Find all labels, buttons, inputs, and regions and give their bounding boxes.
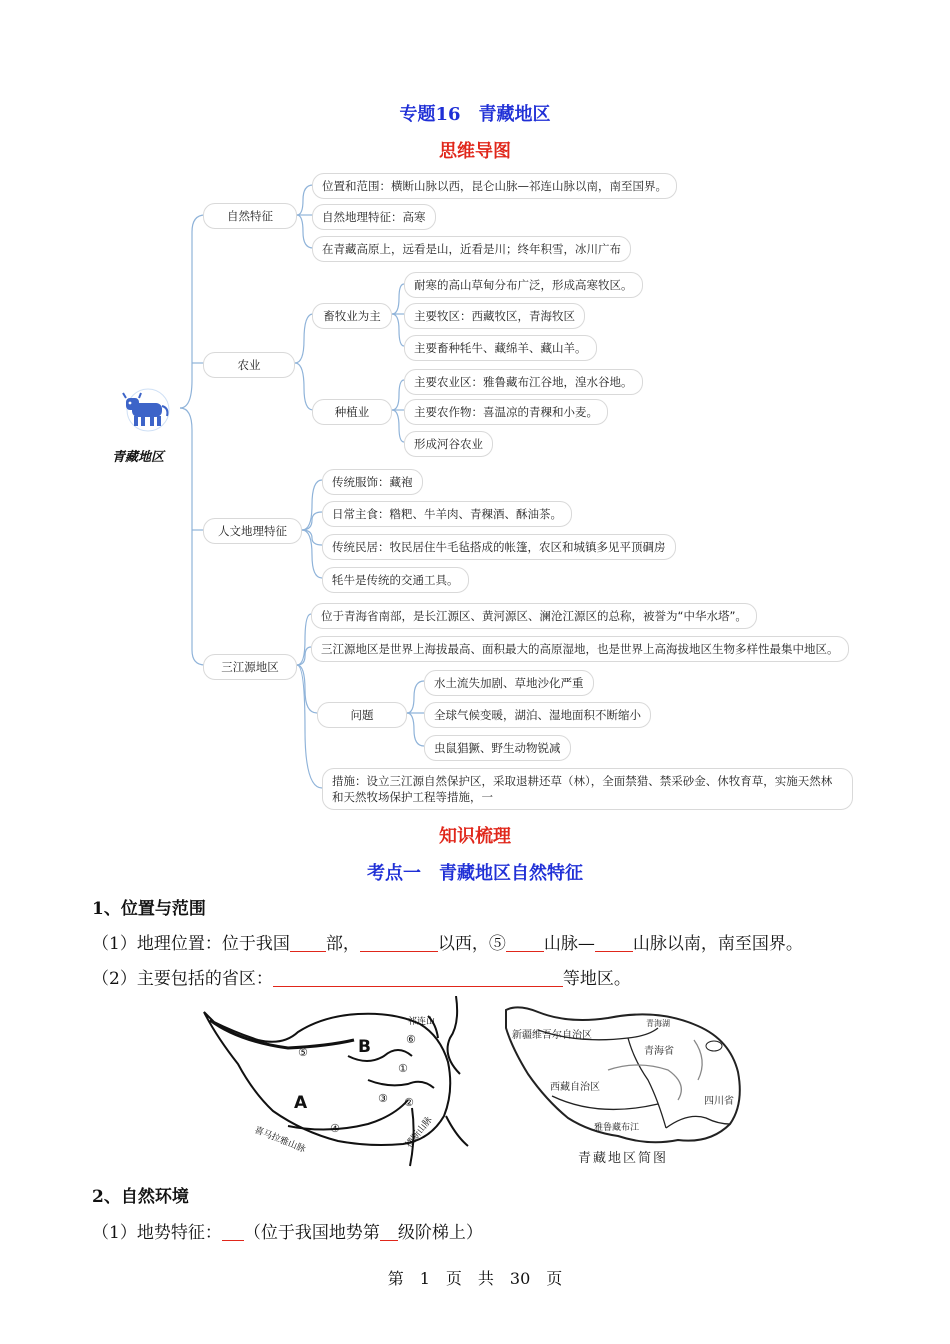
map-num: ⑤ bbox=[298, 1046, 308, 1059]
s1-line2 bbox=[92, 964, 631, 989]
map-num: ③ bbox=[378, 1092, 388, 1105]
s1-line1 bbox=[92, 929, 803, 954]
yak-icon bbox=[120, 388, 176, 432]
node-natural-item: 在青藏高原上，远看是山，近看是川；终年积雪，冰川广布 bbox=[312, 236, 631, 262]
point-title: 考点一 青藏地区自然特征 bbox=[367, 863, 583, 884]
node-sjy-item: 位于青海省南部，是长江源区、黄河源区、澜沧江源区的总称，被誉为“中华水塔”。 bbox=[311, 603, 757, 629]
blank bbox=[273, 968, 563, 987]
node-human-item: 传统民居：牧民居住牛毛毡搭成的帐篷，农区和城镇多见平顶碉房 bbox=[322, 534, 676, 560]
text: 等地区。 bbox=[562, 969, 631, 989]
node-human-item: 日常主食：糌粑、牛羊肉、青稞酒、酥油茶。 bbox=[322, 501, 572, 527]
blank bbox=[360, 933, 438, 952]
knowledge-title: 知识梳理 bbox=[439, 826, 511, 847]
node-problem-item: 水土流失加剧、草地沙化严重 bbox=[424, 670, 594, 696]
node-problem-item: 全球气候变暖，湖泊、湿地面积不断缩小 bbox=[424, 702, 651, 728]
map-label-B: B bbox=[358, 1037, 371, 1057]
blank bbox=[506, 933, 544, 952]
map-label-himalaya: 喜马拉雅山脉 bbox=[252, 1125, 307, 1156]
map-label-qinghai: 青海省 bbox=[644, 1046, 674, 1057]
text: 山脉以南，南至国界。 bbox=[632, 934, 803, 954]
node-measures: 措施：设立三江源自然保护区，采取退耕还草（林），全面禁猎、禁采砂金、休牧育草，实施天然林和天然牧场保护工程等措施，一 bbox=[322, 768, 853, 810]
map-political bbox=[498, 1000, 754, 1172]
mindmap-root: 青藏地区 bbox=[112, 450, 165, 465]
node-farming-item: 主要农业区：雅鲁藏布江谷地，湟水谷地。 bbox=[404, 369, 643, 395]
mindmap-title: 思维导图 bbox=[439, 141, 511, 162]
node-human-item: 传统服饰：藏袍 bbox=[322, 469, 423, 495]
map-num: ① bbox=[398, 1062, 408, 1075]
map-label-yarlung: 雅鲁藏布江 bbox=[594, 1123, 640, 1133]
section-heading: 1、位置与范围 bbox=[92, 899, 206, 919]
text: 以西，⑤ bbox=[437, 934, 506, 954]
map-num: ④ bbox=[330, 1122, 340, 1135]
node-livestock-item: 主要畜种牦牛、藏绵羊、藏山羊。 bbox=[404, 335, 597, 361]
node-farming-item: 形成河谷农业 bbox=[404, 431, 493, 457]
section-heading: 2、自然环境 bbox=[92, 1187, 189, 1207]
node-agriculture: 农业 bbox=[203, 352, 295, 378]
node-human-item: 牦牛是传统的交通工具。 bbox=[322, 567, 469, 593]
node-livestock-item: 耐寒的高山草甸分布广泛，形成高寒牧区。 bbox=[404, 272, 643, 298]
text: （位于我国地势第 bbox=[243, 1223, 380, 1243]
node-natural: 自然特征 bbox=[203, 203, 297, 229]
node-sjy-item: 三江源地区是世界上海拔最高、面积最大的高原湿地，也是世界上高海拔地区生物多样性最集中地区。 bbox=[311, 636, 849, 662]
map-num: ② bbox=[404, 1096, 414, 1109]
node-natural-item: 位置和范围：横断山脉以西，昆仑山脉—祁连山脉以南，南至国界。 bbox=[312, 173, 677, 199]
blank bbox=[380, 1222, 398, 1241]
node-farming-item: 主要农作物：喜温凉的青稞和小麦。 bbox=[404, 399, 608, 425]
text: 部， bbox=[325, 934, 360, 954]
node-problems: 问题 bbox=[317, 702, 407, 728]
node-farming: 种植业 bbox=[312, 399, 392, 425]
map-label-xinjiang: 新疆维吾尔自治区 bbox=[512, 1030, 592, 1041]
node-problem-item: 虫鼠猖獗、野生动物锐减 bbox=[424, 735, 571, 761]
text: （1）地理位置：位于我国 bbox=[92, 934, 290, 954]
node-sanjiangyuan: 三江源地区 bbox=[203, 654, 297, 680]
page-title: 专题16 青藏地区 bbox=[399, 104, 551, 125]
node-human: 人文地理特征 bbox=[203, 518, 302, 544]
node-livestock: 畜牧业为主 bbox=[312, 303, 392, 329]
text: （1）地势特征： bbox=[92, 1223, 222, 1243]
map-label-A: A bbox=[294, 1093, 308, 1113]
blank bbox=[595, 933, 633, 952]
map-label-qilian: 祁连山 bbox=[408, 1017, 436, 1027]
map-caption: 青藏地区简图 bbox=[578, 1151, 669, 1166]
blank bbox=[222, 1222, 244, 1241]
text: （2）主要包括的省区： bbox=[92, 969, 273, 989]
map-physical bbox=[198, 996, 480, 1168]
node-livestock-item: 主要牧区：西藏牧区，青海牧区 bbox=[404, 303, 585, 329]
blank bbox=[290, 933, 326, 952]
text: 山脉— bbox=[543, 934, 595, 954]
map-num: ⑥ bbox=[406, 1033, 416, 1046]
page-footer: 第 1 页 共 30 页 bbox=[387, 1269, 563, 1288]
map-label-hengduan: 横断山脉 bbox=[404, 1115, 435, 1150]
node-natural-item: 自然地理特征：高寒 bbox=[312, 204, 436, 230]
map-label-sichuan: 四川省 bbox=[704, 1096, 734, 1107]
map-label-tibet: 西藏自治区 bbox=[550, 1082, 600, 1093]
text: 级阶梯上） bbox=[397, 1223, 483, 1243]
s2-line1 bbox=[92, 1218, 483, 1243]
map-label-lake: 青海湖 bbox=[646, 1019, 670, 1028]
